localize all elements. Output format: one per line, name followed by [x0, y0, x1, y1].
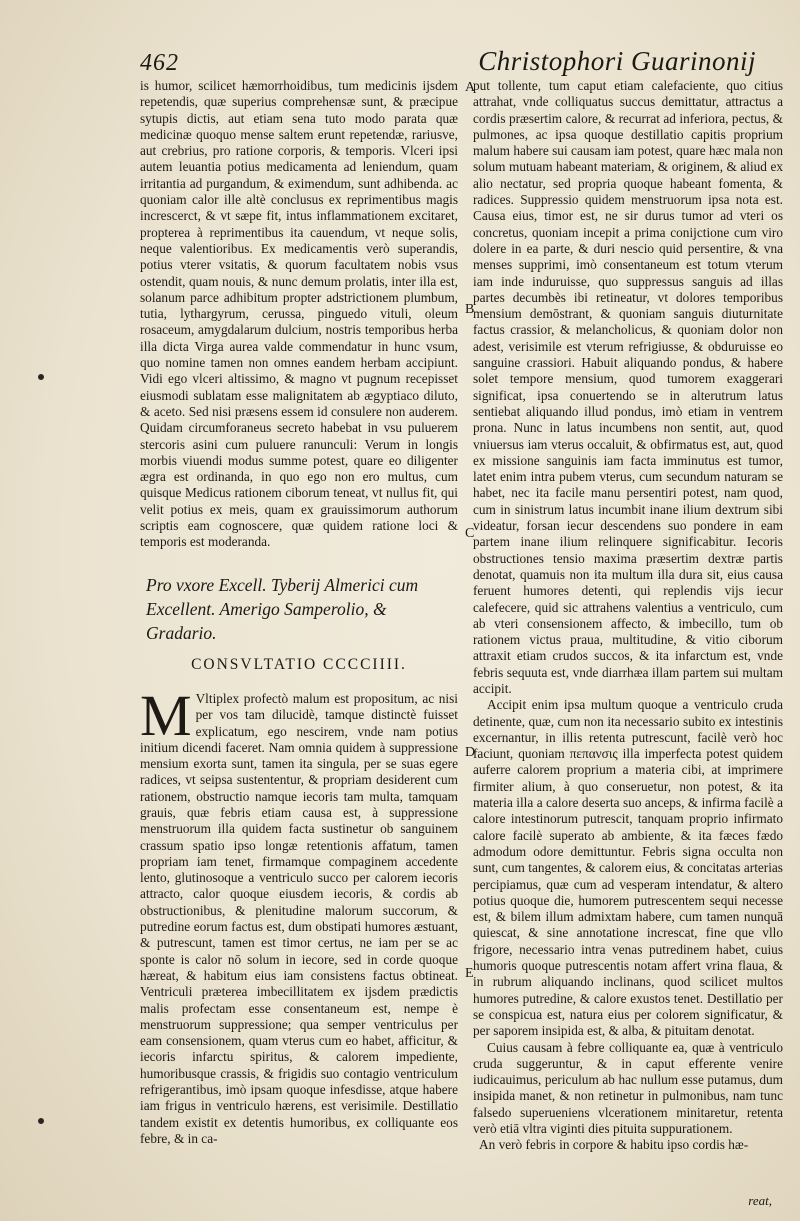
right-column	[473, 78, 783, 1198]
catchword: reat,	[748, 1193, 772, 1208]
binding-hole-mark	[38, 1118, 44, 1124]
section-heading: Pro vxore Excell. Tyberij Almerici cum Excellent. Amerigo Samperolio, & Gradario.	[146, 574, 419, 643]
margin-letter-c: C	[465, 526, 475, 541]
right-paragraph-3: Cuius causam à febre colliquante ea, quæ à ventriculo cruda suggeruntur, & in caput efferente venire iudicauimus, periculum ab hac nullum esse putamus, dum insipida manet, & non retinetur in pulmonibus, nam tunc falsedo superueniens vlcerationem minitaretur, retenta verò etiā vltra viginti dies pituita suppurationem.	[473, 1039, 783, 1136]
margin-letter-e: E	[465, 966, 474, 981]
left-paragraph-1: is humor, scilicet hæmorrhoidibus, tum medicinis ijsdem repetendis, quæ superius comprehensæ sunt, & præcipue sytupis dictis, aut etiam sena tuto modo parata quæ medicinæ quoquo mense saltem erunt repetendæ, rariusve, aut crebrius, pro ratione corporis, & temporis. Vlceri ipsi autem leuantia potius medicamenta ad leniendum, quam irritantia ad purgandum, & eximendum, sunt adhibenda. ac quoniam calor ille altè conclusus ex reprimentibus magis increscerct, & vt sæpe fit, intus inflammationem excitaret, propterea à reprimentibus ita cauendum, vt neque solis, neque valentioribus. Ex medicamentis verò superandis, potius vterer vsitatis, & quorum facultatem nobis vsus ostendit, quam nouis, & nunc demum prolatis, inter illa est, solanum parce adhibitum propter adstrictionem plumbum, tutia, lythargyrum, cerussa, pinguedo vituli, oleum rosaceum, amygdalarum dulcium, nostris temporibus herba illa dicta Virga aurea valde commendatur in hunc vsum, quo nomine tamen non omnes eandem herbam accipiunt. Vidi ego vlceri altissimo, & magno vt pugnum recepisset eiusmodi sublatam esse malignitatem ab ægyptiaco diluto, & aceto. Sed nisi præsens essem id consulere non auderem. Quidam circumforaneus secreto habebat in vsu puluerem stercoris asini cum puluere ranunculi: Verum in longis morbis viuendi modus summe potest, quare eo diligenter ægra est ordinanda, in quo ego non ero multus, cum quisque Medicus rationem ciborum teneat, vt nullus fit, qui velit potius ex meis, quam ex grauissimorum authorum scriptis eam cognoscere, quæ quidem ratione loci & temporis est moderanda.	[140, 78, 458, 550]
margin-letter-d: D	[465, 745, 476, 760]
left-column	[140, 78, 458, 1198]
margin-letter-b: B	[465, 302, 475, 317]
consultation-title: CONSVLTATIO CCCCIIII.	[191, 655, 407, 673]
binding-hole-mark	[38, 374, 44, 380]
left-paragraph-2	[140, 682, 458, 1147]
right-paragraph-2: Accipit enim ipsa multum quoque a ventriculo cruda detinente, quæ, cum non ita necessario subito ex intestinis excernantur, in illis retenta putrescunt, facilè verò hoc faciunt, quoniam πεπανσις illa imperfecta potest quidem auferre calorem proprium a materia cibi, at imprimere firmiter alium, à quo conseruetur, non potest, & ita materia illa a calore deserta suo anceps, & infirma facilè a calore intestinorum putrescit, tanquam proprio infirmato calore facilè superato ab ambiente, & ita fæces fædo admodum odore demittuntur. Febris signa occulta non sunt, cum tangentes, & calorem eius, & concitatas arterias percipiamus, quæ cum ad vesperam intendatur, & altero potius quoque die, humorem putrescentem sequi necesse est, & bilem illum admixtam habere, cum tamen nunquā quiescat, & sine annotatione increscat, fine que vllo frigore, necessario intra venas putredinem habet, cuius humoris quoque putrescentis notam affert vrina flaua, & in rubrum aliquando inclinans, quod scilicet multos humores putredine, & calore exustos tenet. Destillatio per se conspicua est, natura eius per colorem significatur, & per saporem insipida est, & alba, & pituitam denotat.	[473, 697, 783, 1039]
page-header	[128, 44, 782, 80]
left-paragraph-2-text: Vltiplex profectò malum est propositum, ac nisi per vos tam dilucidè, tamque distinctè fuisset explicatum, ego nescirem, vnde nam potius initium dicendi faceret. Nam omnia quidem à suppressione mensium exorta sunt, tamen ita singula, per se suas egere radices, vt seipsa sustententur, & propriam desiderent cum rationem, obstructio namque iecoris tam multa, tamquam grauis, quæ febris etiam causa est, à suppressione menstruorum illa quidem facta sustinetur ob sanguinem crassum spatio ipso longæ retentionis affatum, tamen propriam iam tenet, firmamque compaginem accedente lento, glutinosoque a ventriculo succo per calorem iecoris attracto, calor quoque eiusdem iecoris, & cordis ab obstructionibus, & plenitudine malorum succorum, & putredine eorum factus est, dum obstipati humores æstuant, & putrescunt, tamen est timor certus, ne iam per se ac sponte is calor nō solum in iecore, sed in corde quoque hæreat, & habitum eius iam consistens factus obtineat. Ventriculi præterea imbecillitatem ex ijsdem prædictis malis profectam esse consentaneum est, nempe è menstruorum suppressione; qua semper ventriculus per eam consensionem, quam vterus cum eo habet, afficitur, & iecoris infarctu spiritus, & calorem impediente, humoribusque crassis, & frigidis suo contagio ventriculum refrigerantibus, imò ipsam quoque infesdisse, atque habere iam frigus in ventriculo hærens, est verisimile. Destillatio tandem existit ex detentis humoribus, ex colliquante eos febre, & in ca-	[140, 690, 458, 1146]
page-number: 462	[140, 50, 179, 76]
drop-cap-initial: M	[140, 682, 192, 748]
margin-letter-a: A	[465, 80, 476, 95]
right-paragraph-1: put tollente, tum caput etiam calefaciente, quo citius attrahat, vnde colliquatus succus demittatur, attractus a cordis præsertim calore, & recurrat ad inferiora, pectus, & pulmones, ac ipsa quoque destillatio capitis proprium malum habere sui causam iam potest, quare hæc mala non solum mutuam habeant materiam, & originem, & aliud ex alio nectatur, sed propria quoque habeant fomenta, & radices. Suppressio quidem menstruorum ipsa nota est. Causa eius, timor est, ne sir durus tumor ad vteri os concretus, quoniam incepit a prima conijctione cum viro dolere in ea parte, & duri nescio quid persentire, & vna menses supprimi, imò consentaneum est totum vterum iam inde induruisse, quo suppressus sanguis ad illas partes decumbès ibi retineatur, vt dolores temporibus mensium demōstrant, & quoniam sanguis diuturnitate factus crassior, & melancholicus, & quoniam dolor non adest, verisimile est vterum refrigiusse, & obduruisse eo sanguine crassiori. Habuit aliquando pondus, & habere solet tempore mensium, quod tumorem exaggerari significat, ipsa conuertendo se in alterutrum latus sentiebat aliquando illud pondus, imò etiam in ventrem prona. Nunc in latus incumbens non sentit, aut, quod vniuersus iam vterus occaluit, & obfirmatus est, aut, quod ex missione sanguinis iam facta imminutus est tumor, latet enim intra pubem vterus, cum secundum naturam se habet, nec ita facile manu persentiri potest, nam quod, cum in sinistrum latus incumbit inane ilium dextrum sibi videatur, forsan iecur descendens suo pondere in eam partem inane ilium relinquere significabitur. Iecoris obstructiones tensio maxima præsertim dextræ partis denotat, quamuis non ita multum illa dura sit, eius causa feruent humores detenti, qui replendis vijs iecur calefecere, quid sic attrahens valentius a ventriculo, cum ab vteri consensionem affecto, & imbecillo, tum ob rationem victus praua, multitudine, & vitio ciborum attraxit etiam crudos succos, & ita infarctum est, vnde febris sequuta est, vnde diarrhæa illam partem sui multam accipit.	[473, 78, 783, 696]
right-paragraph-4: An verò febris in corpore & habitu ipso cordis hæ-	[479, 1137, 749, 1153]
running-head: Christophori Guarinonij	[478, 46, 756, 76]
